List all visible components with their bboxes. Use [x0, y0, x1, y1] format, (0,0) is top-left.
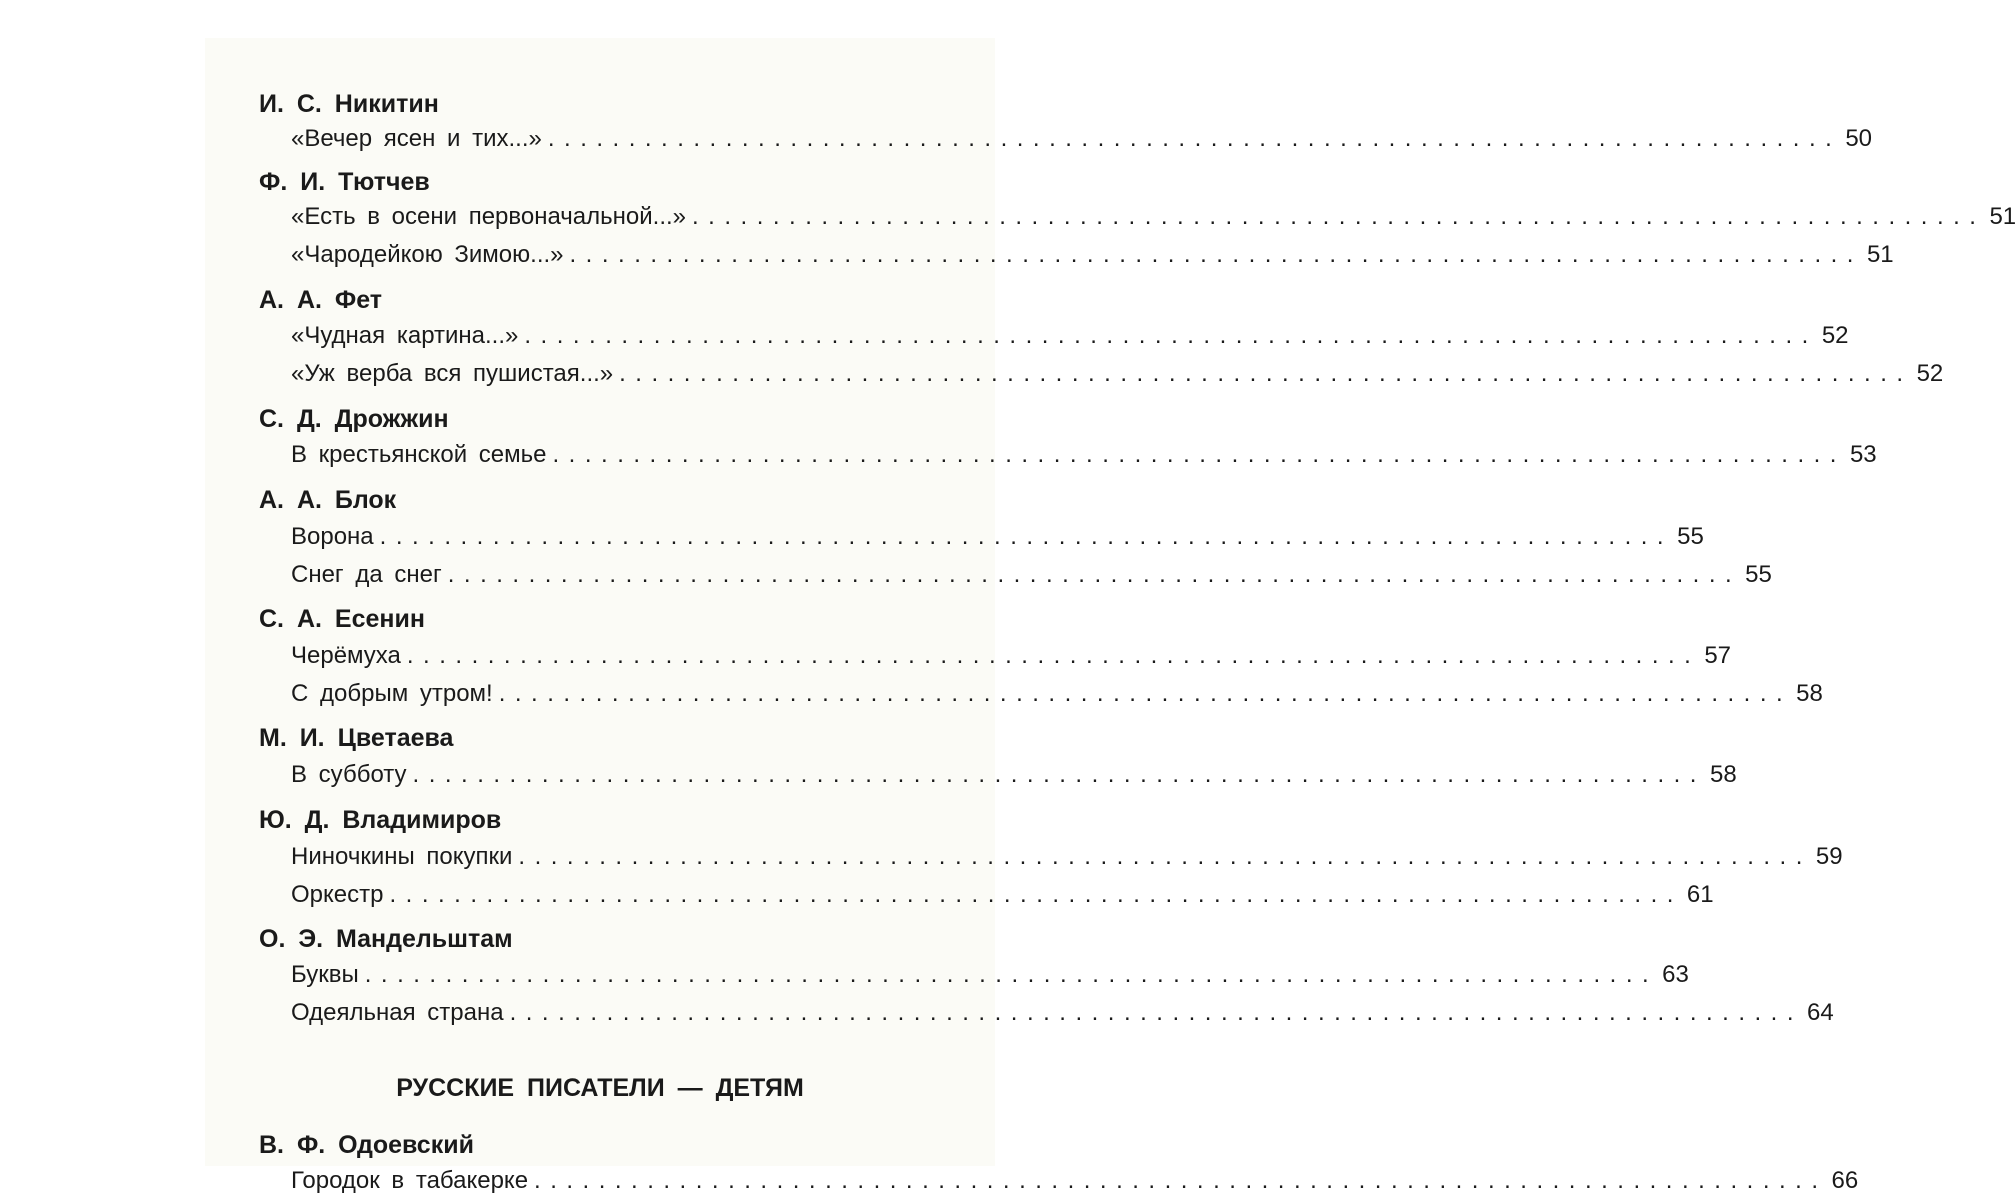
entry-title: Городок в табакерке — [291, 1167, 529, 1194]
entry-page: 59 — [1815, 843, 1843, 870]
author-nikitin: И. С. Никитин — [259, 90, 439, 118]
toc-entry — [291, 560, 1772, 590]
leader-dots: ................................................................................ — [524, 322, 1818, 349]
toc-entry — [291, 240, 1894, 270]
entry-page: 51 — [1866, 241, 1894, 268]
author-odoevsky: В. Ф. Одоевский — [259, 1131, 474, 1159]
leader-dots: ................................................................................ — [364, 961, 1659, 988]
entry-title: Оркестр — [291, 881, 384, 908]
leader-dots: ................................................................................ — [619, 360, 1913, 387]
author-mandelshtam: О. Э. Мандельштам — [259, 925, 513, 953]
entry-title: Снег да снег — [291, 561, 442, 588]
entry-title: Ниночкины покупки — [291, 843, 513, 870]
entry-title: «Чудная картина...» — [291, 322, 519, 349]
section-heading: РУССКИЕ ПИСАТЕЛИ — ДЕТЯМ — [396, 1074, 804, 1102]
entry-page: 64 — [1807, 999, 1834, 1026]
author-tsvetaeva: М. И. Цветаева — [259, 724, 454, 752]
toc-entry — [291, 440, 1877, 470]
book-page — [205, 38, 2016, 1194]
author-esenin: С. А. Есенин — [259, 605, 425, 633]
entry-title: «Чародейкою Зимою...» — [291, 241, 564, 268]
leader-dots: ................................................................................ — [552, 441, 1846, 468]
entry-title: С добрым утром! — [291, 680, 493, 707]
toc-entry — [291, 359, 1944, 389]
entry-page: 58 — [1796, 680, 1823, 707]
leader-dots: ................................................................................ — [518, 843, 1812, 870]
entry-page: 58 — [1709, 761, 1737, 788]
leader-dots: ................................................................................ — [569, 241, 1863, 268]
entry-title: Черёмуха — [291, 642, 401, 669]
entry-page: 52 — [1821, 322, 1849, 349]
entry-page: 63 — [1662, 961, 1689, 988]
author-blok: А. А. Блок — [259, 486, 397, 514]
entry-page: 53 — [1849, 441, 1877, 468]
entry-title: Буквы — [291, 961, 359, 988]
entry-page: 55 — [1745, 561, 1772, 588]
toc-entry — [291, 760, 1737, 790]
leader-dots: ................................................................................ — [692, 203, 1986, 230]
entry-page: 51 — [1989, 203, 2016, 230]
toc-entry — [291, 960, 1689, 990]
toc-entry — [291, 641, 1732, 671]
author-vladimirov: Ю. Д. Владимиров — [259, 806, 502, 834]
toc-entry — [291, 998, 1834, 1028]
leader-dots: ................................................................................ — [406, 642, 1701, 669]
author-drozhzhin: С. Д. Дрожжин — [259, 405, 449, 433]
author-fet: А. А. Фет — [259, 286, 383, 314]
leader-dots: ................................................................................ — [498, 680, 1793, 707]
entry-page: 57 — [1704, 642, 1732, 669]
entry-page: 66 — [1831, 1167, 1859, 1194]
entry-page: 55 — [1677, 523, 1704, 550]
leader-dots: ................................................................................ — [379, 523, 1674, 550]
toc-entry — [291, 124, 1873, 154]
entry-page: 50 — [1845, 125, 1873, 152]
entry-title: В крестьянской семье — [291, 441, 547, 468]
leader-dots: ................................................................................ — [447, 561, 1742, 588]
entry-title: «Уж верба вся пушистая...» — [291, 360, 614, 387]
toc-entry — [291, 1166, 1859, 1196]
leader-dots: ................................................................................ — [534, 1167, 1828, 1194]
entry-title: «Вечер ясен и тих...» — [291, 125, 542, 152]
leader-dots: ................................................................................ — [547, 125, 1842, 152]
entry-title: Одеяльная страна — [291, 999, 504, 1026]
leader-dots: ................................................................................ — [389, 881, 1683, 908]
entry-title: «Есть в осени первоначальной...» — [291, 203, 687, 230]
toc-entry — [291, 842, 1843, 872]
toc-entry — [291, 522, 1704, 552]
toc-entry — [291, 202, 2016, 232]
author-tyutchev: Ф. И. Тютчев — [259, 168, 430, 196]
entry-title: Ворона — [291, 523, 374, 550]
leader-dots: ................................................................................ — [509, 999, 1803, 1026]
toc-entry — [291, 321, 1849, 351]
entry-page: 52 — [1916, 360, 1944, 387]
toc-entry — [291, 679, 1823, 709]
leader-dots: ................................................................................ — [412, 761, 1706, 788]
entry-page: 61 — [1686, 881, 1714, 908]
toc-entry — [291, 880, 1714, 910]
entry-title: В субботу — [291, 761, 407, 788]
